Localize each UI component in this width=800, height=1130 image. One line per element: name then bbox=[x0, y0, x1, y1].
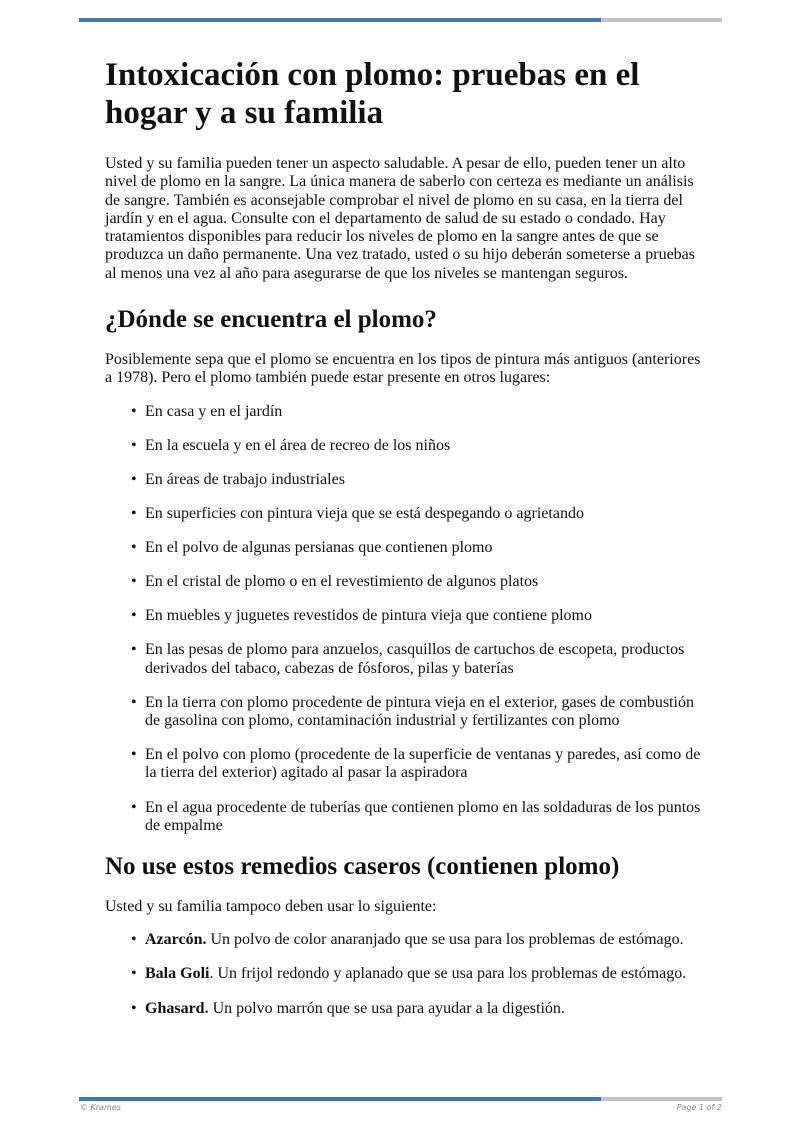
list-item bbox=[131, 436, 705, 455]
bullet-icon: • bbox=[131, 746, 137, 764]
bullet-icon: • bbox=[131, 693, 137, 711]
footer-accent-bar bbox=[79, 1097, 722, 1101]
list-item bbox=[131, 746, 705, 783]
page-indicator: Page 1 of 2 bbox=[676, 1103, 722, 1112]
list-item-text: En el polvo con plomo (procedente de la superficie de ventanas y paredes, así como de la tierra del exterior) agitado al pasar la aspiradora bbox=[145, 746, 701, 782]
bullet-icon: • bbox=[131, 798, 137, 816]
remedy-term: Ghasard. bbox=[145, 999, 209, 1017]
bullet-icon: • bbox=[131, 573, 137, 591]
footer-bar-gray-segment bbox=[601, 1097, 722, 1101]
bullet-icon: • bbox=[131, 965, 137, 983]
page-title: Intoxicación con plomo: pruebas en el hogar y a su familia bbox=[105, 57, 640, 131]
bullet-icon: • bbox=[131, 470, 137, 488]
header-bar-blue-segment bbox=[79, 18, 601, 22]
intro-paragraph: Usted y su familia pueden tener un aspecto saludable. A pesar de ello, pueden tener un alto nivel de plomo en la sangre. La única manera de saberlo con certeza es mediante un análisis de sangre. También es aconsejable comprobar el nivel de plomo en su casa, en la tierra del jardín y en el agua. Consulte con el departamento de salud de su estado o condado. Hay tratamientos disponibles para reducir los niveles de plomo en la sangre antes de que se produzca un daño permanente. Una vez tratado, usted o su hijo deberán someterse a pruebas al menos una vez al año para asegurarse de que los niveles se mantengan seguros. bbox=[105, 155, 695, 282]
list-item bbox=[131, 931, 705, 949]
list-item-text: En el polvo de algunas persianas que contienen plomo bbox=[145, 539, 493, 557]
list-item bbox=[131, 539, 705, 557]
section-paragraph-remedies: Usted y su familia tampoco deben usar lo siguiente: bbox=[105, 898, 437, 916]
list-item bbox=[131, 965, 705, 983]
section-paragraph-where: Posiblemente sepa que el plomo se encuentra en los tipos de pintura más antiguos (anteriores a 1978). Pero el plomo también puede estar presente en otros lugares: bbox=[105, 351, 701, 387]
section-heading-where: ¿Dónde se encuentra el plomo? bbox=[105, 306, 437, 334]
section-heading-remedies: No use estos remedios caseros (contienen plomo) bbox=[105, 853, 620, 881]
list-item bbox=[131, 607, 705, 625]
bullet-icon: • bbox=[131, 504, 137, 522]
bullet-icon: • bbox=[131, 931, 137, 949]
header-accent-bar bbox=[79, 18, 722, 22]
list-item-text: En la escuela y en el área de recreo de los niños bbox=[145, 436, 451, 454]
bullet-icon: • bbox=[131, 402, 137, 420]
remedy-term: Bala Goli bbox=[145, 965, 210, 983]
list-item bbox=[131, 573, 705, 591]
bullet-icon: • bbox=[131, 999, 137, 1017]
remedy-description: Un polvo marrón que se usa para ayudar a la digestión. bbox=[208, 999, 565, 1017]
list-item bbox=[131, 504, 705, 523]
list-item bbox=[131, 693, 705, 731]
list-item-text: En las pesas de plomo para anzuelos, casquillos de cartuchos de escopeta, productos derivados del tabaco, cabezas de fósforos, pilas y baterías bbox=[145, 641, 685, 677]
list-item-text: En la tierra con plomo procedente de pintura vieja en el exterior, gases de combustión de gasolina con plomo, contaminación industrial y fertilizantes con plomo bbox=[145, 693, 694, 730]
remedy-description: . Un frijol redondo y aplanado que se usa para los problemas de estómago. bbox=[209, 965, 687, 983]
bullet-icon: • bbox=[131, 641, 137, 659]
header-bar-gray-segment bbox=[601, 18, 722, 22]
list-item-text: En superficies con pintura vieja que se está despegando o agrietando bbox=[145, 504, 584, 522]
list-item bbox=[131, 641, 705, 678]
list-item bbox=[131, 402, 705, 421]
list-item bbox=[131, 798, 705, 836]
list-item-text: En el cristal de plomo o en el revestimiento de algunos platos bbox=[145, 573, 539, 591]
list-item-text: En muebles y juguetes revestidos de pintura vieja que contiene plomo bbox=[145, 607, 592, 625]
remedy-description: Un polvo de color anaranjado que se usa para los problemas de estómago. bbox=[206, 931, 684, 949]
bullet-icon: • bbox=[131, 436, 137, 454]
document-page bbox=[105, 56, 705, 1034]
page-footer bbox=[80, 1103, 722, 1112]
bullet-icon: • bbox=[131, 539, 137, 557]
remedy-term: Azarcón. bbox=[145, 931, 207, 949]
lead-sources-list bbox=[105, 403, 705, 835]
footer-bar-blue-segment bbox=[79, 1097, 601, 1101]
list-item bbox=[131, 470, 705, 489]
list-item-text: En áreas de trabajo industriales bbox=[145, 470, 345, 488]
home-remedies-list bbox=[105, 931, 705, 1017]
copyright-text: © Krames bbox=[80, 1103, 121, 1112]
list-item-text: En el agua procedente de tuberías que contienen plomo en las soldaduras de los puntos de empalme bbox=[145, 798, 701, 834]
bullet-icon: • bbox=[131, 607, 137, 625]
list-item bbox=[131, 999, 705, 1018]
list-item-text: En casa y en el jardín bbox=[145, 402, 283, 420]
